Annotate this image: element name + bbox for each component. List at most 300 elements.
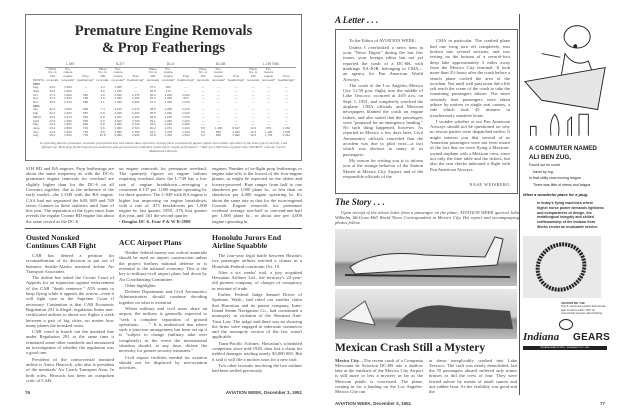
value-cell: 1,350 [164,133,172,138]
ad-caption [561,302,607,316]
value-cell: — [84,85,88,90]
value-cell: 32.1 [149,129,156,134]
value-cell: 4.9 [100,96,105,101]
month-cell: Oct [33,92,38,97]
value-cell: 1,520 [64,133,72,138]
value-cell: 2,720 [131,122,140,127]
magic-carpet-genie-icon [523,14,607,138]
month-cell: Dec [33,100,39,105]
letter-paragraph: Unless I overlooked a news item in your "News Digest" during the last few issues, your foreign editor has not yet reported the crash of a DC-6B, with markings XA-JOR, belonging to CMA—an agency for Pan American World Airways. [343,44,423,82]
value-cell: — [267,88,271,93]
acc-article [119,234,207,384]
column-header: Pre-mature engine removals* [161,66,175,82]
honolulu-paragraph: After a six weeks' trial, a jury acquitted Hawaiian Airlines Ltd., the territory's 22-year-old pioneer company, of charges of conspiracy in restraint of trade. [212,269,302,291]
value-cell: — [284,122,288,127]
value-cell: — [267,122,271,127]
column-header: Plane hrs. to 100 removals [46,66,59,82]
brand-indiana: Indiana [523,331,560,344]
value-cell: 1,070 [182,114,190,119]
month-cell: April [33,118,40,123]
dateline: Mexico City [335,357,360,363]
value-cell: — [251,118,255,123]
value-cell: — [134,85,138,90]
value-cell: 26.9 [149,88,156,93]
value-cell: 26.2 [49,133,56,138]
issue-line: AVIATION WEEK, December 3, 1951 [335,400,412,406]
value-cell: — [251,92,255,97]
value-cell: 14.3 [250,129,257,134]
ad-poem [523,162,605,188]
acc-paragraph: Civil airport facilities needed for aviation should not be displaced by non-aviation activities. [119,354,207,371]
group-header: B-377 [95,63,145,67]
month-cell: Nov [33,96,39,101]
article-col-3: engines: Number of in-flight prop featherings or engine take-offs is the lowest of the four-engine planes, as might be expected on the oldest and lowest-powered. Rate ranges from half to one shutdown per 1,000 plane hr., or less than on shutdown per 4,000 engine operating hr. It's about the same rate as that for the twin-engined Convair. Engine removals for premature overhaul average one-half to one-and-one-half per 1,000 plane hr., or about one per 4,000 engine operating hr. [212,165,302,224]
value-cell: 27.1 [149,85,156,90]
value-cell: 14.3 [250,125,257,130]
group-header: L-049 [45,63,95,67]
value-cell: — [284,88,288,93]
value-cell: — [216,111,220,116]
value-cell: 1,180 [164,114,172,119]
column-header: Prop Featherings* [277,74,295,82]
value-cell: 1,190 [264,129,273,134]
acc-paragraph: Neither federal money nor critical materials should be used on airport construction unless the project furthers national defense or is essential to the national economy. This is the key to military-civil airport plans laid down by Air Coordinating Committee. [119,250,207,282]
value-cell: — [234,85,238,90]
honolulu-paragraph: Trans-Pacific Airlines, Hawaiian's scheduled competitor since mid-1949, then lost a claim for trebled damages totaling nearly $3,000,000. But it said it will file a motion soon for a new trial. [212,340,302,362]
ad-headline-1: A COMMUTER NAMED [529,145,597,152]
clutch-gear-icon [523,236,601,298]
value-cell: — [84,88,88,93]
value-cell: 5.5 [200,125,206,130]
value-cell: — [234,118,238,123]
honolulu-paragraph: The four-year legal battle between Hawaii's two passenger airlines reached a climax in a Honolulu Federal courtroom Oct. 19. [212,252,302,269]
value-cell: 985 [83,100,89,105]
letter-paragraph: To the Editor of AVIATION WEEK: [349,38,416,44]
value-cell: — [267,92,271,97]
value-cell: — [216,92,220,97]
letter-heading: A Letter . . . [335,15,379,25]
value-cell: 1,090 [164,111,172,116]
value-cell: 23.0 [49,122,56,127]
value-cell: 3,380 [114,133,122,138]
column-header: Prop Featherings* [77,74,95,82]
column-header: Plane hrs. to 100 removals [196,66,210,82]
value-cell: — [267,107,271,112]
value-cell: 1,600 [64,107,72,112]
value-cell: 1,440 [182,125,190,130]
left-page [25,14,302,395]
letter-box [335,29,518,194]
month-cell: May [33,122,39,127]
honolulu-paragraph: Two other lawsuits involving the two airlines had been settled previously. [212,362,302,374]
letter-paragraph: My reason for writing you is to inform you of the strange behavior of the Station Master at Mexico City Airport, and of the responsible officials of the [343,157,423,179]
nonsked-article [26,234,114,384]
value-cell: — [251,96,255,101]
value-cell: 1,060 [164,118,172,123]
crash-photo-1 [335,229,517,286]
value-cell: 753 [83,133,89,138]
value-cell: 4.6 [200,129,206,134]
value-cell: 1,010 [182,100,190,105]
indiana-gears-ad [519,14,611,395]
value-cell: 3,390 [114,122,122,127]
value-cell: 24.0 [49,85,56,90]
value-cell: — [216,96,220,101]
honolulu-article [212,234,302,384]
letter-signature: NASE WEISBERG [469,182,510,188]
honolulu-body [212,253,302,374]
value-cell: — [267,114,271,119]
year-label: 1951 [33,103,40,108]
value-cell: 2,620 [114,92,122,97]
value-cell: 4.6 [100,92,105,97]
value-cell: 2,160 [131,96,140,101]
article-columns [26,166,302,224]
value-cell: 690 [83,107,89,112]
value-cell: 1,285 [114,85,122,90]
value-cell: — [216,88,220,93]
acc-body [119,250,207,371]
ad-headline-2: ALI BEN ZUG, [529,154,571,161]
value-cell: 1,070 [164,125,172,130]
value-cell: 2,400 [131,111,140,116]
poem-line: There was little of stress and fatigue [533,182,591,187]
value-cell: 1,920 [232,133,240,138]
value-cell: — [216,114,220,119]
value-cell: 26.0 [149,92,156,97]
value-cell: 1,020 [182,92,190,97]
column-header: Plane hrs. to 100 removals [146,66,159,82]
value-cell: 400 [165,85,171,90]
column-header: Prop Featherings* [227,74,245,82]
value-cell: 3,510 [114,118,122,123]
nonsked-paragraph: CAB voted to knock out the nonsked line under Regulation 291 at the same time it reinstated some other nonskeds and announced an investigation of whether the regulation was a good one. [26,329,114,356]
value-cell: 890 [215,129,221,134]
poem-line: Found out he could [529,163,560,167]
engine-removals-table-figure [25,14,302,161]
month-cell: Feb [33,111,39,116]
year-label: 1950 [33,81,40,86]
value-cell: 9.9 [100,125,105,130]
value-cell: — [234,100,238,105]
value-cell: 22.4 [49,114,56,119]
letter-paragraph: I wonder whether or not Pan American Airways should not be questioned on why no rescue parties were dispatched earlier. It might interest you that several of us American passengers were not even aware of the fact that we were flying a Mexican-owned airplane with a Mexican crew, since not only the time table and the tickets, but also the seat checks indicated a flight with Pan American Airways. [430,118,510,172]
value-cell: 22.4 [49,107,56,112]
value-cell: 790 [83,96,89,101]
value-cell: 1,160 [282,125,291,130]
value-cell: — [234,96,238,101]
title-line-1: Premature Engine Removals [74,23,253,39]
value-cell: 1,400 [64,85,72,90]
value-cell: 1,350 [64,96,72,101]
poem-line: In that utility slow moving league [529,176,581,180]
page-number: 76 [25,390,31,396]
value-cell: — [184,88,188,93]
nonsked-paragraph: The airline has asked the Circuit Court of Appeals for an injunction against enforcement of the CAB "death sentence." ATA wants to keep flying while it appeals the action—even it will fight case to the Supreme Court if necessary. Contention is that CAB Economic Regulation 291 is illegal, regulation limits non-certificated airlines to about two flights a week between a pair of big cities, no matter how many planes the nonsked owns. [26,275,114,328]
value-cell: — [251,107,255,112]
value-cell: 1,200 [164,92,172,97]
table-subheader-row [32,67,296,82]
month-header: MONTH [33,77,44,82]
value-cell: 2,730 [131,118,140,123]
nonsked-body [26,253,114,383]
value-cell: 16.3 [250,133,257,138]
value-cell: — [251,88,255,93]
value-cell: 4.1 [100,100,105,105]
value-cell: 890 [83,122,89,127]
value-cell: 32.8 [149,133,156,138]
acc-headline: ACC Airport Plans [119,238,182,248]
value-cell: 1,500 [64,88,72,93]
value-cell: 1,430 [182,129,190,134]
article-col-2-text: on engine removals for premature overhaul. The quarterly figures on engine failures requiring overhaul show the L-749 has a low rate of engine breakdown—averaging a consistent 0.137 per 1,000 engine operating hr. for three quarters. The L-049 with BA engine is higher but improving on engine breakdown, with a rate of .475 breakdowns per 1,000 engine hr. last quarter 1950, .376 first quarter this year, and .161 the second quarter. [119,165,207,219]
nonsked-paragraph: President of the controversial nonsked airline is Amos Heacock, who also is president of the nonskeds' Air Coach Transport Assn. In both roles, Heacock has been an outspoken critic of CAB. [26,356,114,383]
value-cell: — [234,92,238,97]
value-cell: 7.4 [100,107,105,112]
value-cell: 24.0 [49,129,56,134]
value-cell: 2,176 [131,92,140,97]
value-cell: — [201,122,205,127]
value-cell: — [267,118,271,123]
month-cell: Aug [33,85,39,90]
value-cell: 1,270 [182,107,190,112]
column-header: Plane hrs. to 100 removals [247,66,260,82]
issue-line: AVIATION WEEK, December 3, 1951 [225,390,302,396]
value-cell: 800 [83,118,89,123]
value-cell: 2,403 [131,114,140,119]
value-cell: 23.3 [49,88,56,93]
month-cell: March [33,114,42,119]
value-cell: 25.2 [149,96,156,101]
crash-columns [335,358,519,395]
value-cell: 4,120 [114,107,122,112]
value-cell: 22.4 [49,111,56,116]
section-divider [25,228,302,229]
indiana-gears-logo [523,319,611,353]
value-cell: — [267,100,271,105]
value-cell: — [216,122,220,127]
acc-paragraph: Where military and civil users share an airport, the military is generally expected to "seek a complete separation of ground operations. . . ." It is understood that where such a joint-use arrangement has been set up it is "subject to change (military take over completely) in the event the international situation should, at any time, dictate the necessity for greater security measures." [119,305,207,354]
value-cell: 1,752 [264,133,273,138]
value-cell: 1,180 [164,122,172,127]
column-header: Prop Featherings* [177,74,195,82]
title-line-2: & Prop Featherings [102,40,225,56]
value-cell: 1,310 [64,100,72,105]
value-cell: 29.5 [149,122,156,127]
column-header: Plane hrs. to 100 removals [96,66,109,82]
value-cell: 710 [83,129,89,134]
value-cell: 2,580 [131,100,140,105]
value-cell: — [216,118,220,123]
value-cell: — [234,122,238,127]
value-cell: — [267,96,271,101]
removals-table [32,63,296,138]
story-intro: Upon receipt of the above letter from a passenger on the plane, AVIATION WEEK queried John Wilhelm, McGraw-Hill World News Correspondent in Mexico City. His report and accompanying photos follow. [335,209,519,226]
value-cell: — [284,111,288,116]
article-col-2: on engine removals for premature overhaul. The quarterly figures on engine failures requiring overhaul show the L-749 has a low rate of engine breakdown—averaging a consistent 0.137 per 1,000 engine operating hr. for three quarters. The L-049 with BA engine is higher but improving on engine breakdown, with a rate of .475 breakdowns per 1,000 engine hr. last quarter 1950, .376 first quarter this year, and .161 the second quarter. • Douglas DC-6. Four P & W R-2800 [119,165,207,224]
value-cell: — [201,114,205,119]
value-cell: — [134,88,138,93]
value-cell: — [284,96,288,101]
airplane-wreck-image [335,229,517,286]
value-cell: — [201,92,205,97]
article-col-1: S1H BD and BA engines. Prop featherings are about the same frequency as with the DC-6; premature engine removals for overhaul are slightly higher than for the DC-6 on all Convairs together, due to the influence of the early model—the L-049 with the BA engine. CAA had not separated the 649, 689 and 749 series Connies in these statistics until June of this year. The separation of the types since June reveals the regular Connie BD engine has about the same record as the DC-6 [26,165,114,224]
value-cell: 880 [215,133,221,138]
month-cell: Sept [33,88,40,93]
value-cell: — [284,107,288,112]
value-cell: 870 [183,96,189,101]
news-columns [26,234,302,384]
value-cell: 1,460 [114,100,122,105]
wreckage-image [335,289,517,339]
value-cell: — [234,107,238,112]
story-heading: The Story . . . [335,197,385,208]
right-page-columns [335,14,611,395]
value-cell: — [251,111,255,116]
crash-photo-2 [335,289,517,339]
value-cell: — [251,122,255,127]
value-cell: 4.2 [100,88,105,93]
honolulu-paragraph: Earlier, Federal Judge Samuel Driver of Spokane, Wash., had ruled out another claim that Hawaiian and its parent company, Inter-Island Steam Navigation Co., had constituted a monopoly in violation of the Sherman Anti-Trust Law. The judge said there was no showing the firms were engaged in interstate commerce and the monopoly section of the law wasn't applicable. [212,292,302,340]
value-cell: 6.8 [100,122,105,127]
footer-left [25,390,302,395]
value-cell: 6.8 [100,114,105,119]
value-cell: 8,107 [232,125,240,130]
value-cell: 9.8 [100,129,105,134]
letter-col-2 [430,38,510,180]
value-cell: 2,760 [131,129,140,134]
ad-caption-title: AVIATION MR. TUB: [561,301,586,305]
value-cell: 22.6 [49,118,56,123]
letter-paragraph: CMA in particular. The crashed plane had one wing torn off completely, was broken into several sections, and was resting on the bottom of a several-foot deep lake approximately 3 miles away from the Mexico City terminal. It took more than 3½ hours after the crash before a search plane circled the area of the accident. Not until well past noon did a life raft reach the scene of the crash to take the remaining passengers ashore. The more seriously hurt passengers were taken ashore by natives in single seat canoes, a ride which took 45 minutes in treacherously sensitive boats. [430,38,510,118]
value-cell: — [201,100,205,105]
crash-col-1-text: —The recent crash of a Compania Mexicana de Aviacion DC-6B into a shallow lake at the outskirts of the Mexico City Airport is still more or less a mystery as far as the Mexican public is concerned. The plane, coming in for a landing on the Los Angeles-Mexico City run [335,357,424,395]
value-cell: 4.3 [100,85,105,90]
value-cell: — [284,100,288,105]
value-cell: 4,406 [114,111,122,116]
column-header: Pre-mature engine removals* [211,66,226,82]
right-main-column [335,14,519,395]
brand-strip: INDIANA GEAR WORKS • INDIANAPOLIS 7, IND. [523,346,607,350]
value-cell: 1,020 [182,118,190,123]
brand-gears: GEARS [573,332,611,344]
value-cell: 2,344 [282,133,291,138]
value-cell: — [201,118,205,123]
ad-caption-text: This 9" overrunning clutch and internal gear is held to within .003" for concentricity and size after finishing. [561,305,606,315]
value-cell: 1,080 [182,122,190,127]
column-header: Pre-mature engine removals* [111,66,125,82]
value-cell: — [216,100,220,105]
value-cell: — [251,114,255,119]
value-cell: 710 [83,125,89,130]
crash-col-2: at dawn inexplicably crashed into Lake Texcoco. The craft was nearly demolished, but the 59 passengers aboard suffered only minor bruises as did the crew of four. They were ferried ashore by means of small canoes and one rubber boat. As the visibility was good and the [429,357,517,395]
acc-paragraph: Defense Department and Civil Aeronautics Administration should continue deciding together on what is essential. [119,289,207,305]
value-cell: 1,500 [64,125,72,130]
value-cell: 17.5 [49,96,56,101]
month-cell: Aug [33,133,39,138]
letter-columns [343,38,510,180]
value-cell: 29.1 [149,118,156,123]
value-cell: 1,400 [214,125,223,130]
value-cell: — [184,85,188,90]
crash-headline: Mexican Crash Still a Mystery [335,342,486,355]
ad-tagline: What a wonderful place for a plug. [523,192,589,197]
value-cell: 1,750 [114,88,122,93]
column-header: Pre-mature engine removals* [261,66,276,82]
value-cell: — [216,85,220,90]
value-cell: 25.5 [149,111,156,116]
poem-line: travel by rug. [533,169,554,174]
value-cell: 4,404 [114,114,122,119]
value-cell: — [284,118,288,123]
value-cell: 5.2 [200,133,206,138]
value-cell: — [267,85,271,90]
value-cell: 3,390 [114,129,122,134]
nonsked-paragraph: CAB has denied a petition for reconsideration of its decision to put out of business Seattle-Alaska nonsked airline Air Transport Associates. [26,252,114,274]
value-cell: 1,360 [164,100,172,105]
acc-paragraph: Other highlights: [125,282,157,288]
value-cell: — [267,111,271,116]
month-cell: Jan [33,107,38,112]
value-cell: 1,010 [182,111,190,116]
value-cell: — [234,88,238,93]
value-cell: — [251,85,255,90]
value-cell: 17.2 [49,92,56,97]
value-cell: 16.0 [49,100,56,105]
table-title [32,23,295,57]
footer-right [335,401,605,406]
value-cell: — [201,96,205,101]
value-cell: 770 [165,88,171,93]
value-cell: 1,450 [64,118,72,123]
letter-paragraph: The crash of the Los Angeles–Mexico City 11:50 p.m. flight, into the middle of Lake Texcoco, occurred at 4:05 a.m. on Sept. 1, 1951, and completely wrecked the airplane. CMA officials and Mexican newspapers blamed the crash on engine failure, and also stated that the passengers were "prepared for an emergency landing." No such thing happened, however. As reported in Mexico a few days later, Civil Aeronautics officials conceded that the accident was due to pilot error—a fact which was obvious to many of us passengers. [343,82,423,157]
value-cell: 10.8 [99,133,106,138]
value-cell: 660 [83,114,89,119]
group-header: L-749 TWA [246,63,296,67]
value-cell: 6.8 [100,111,105,116]
value-cell: 1,310 [164,129,172,134]
value-cell: 1,600 [64,92,72,97]
value-cell: — [284,92,288,97]
genie-illustration [523,14,607,138]
value-cell: 27.6 [149,100,156,105]
value-cell: 1,500 [182,133,190,138]
value-cell: 1,500 [282,129,291,134]
ad-body: In today's flying machines where higher horse power demands lightness and compactness of design, the metallurgical integrity and skilled craftsmanship of the Indiana Gear Works render an invaluable service. [537,201,604,229]
table-footnote: In reporting failures, premature removals, prop featherings and similar data, operators of large fleets consequently appear higher than smaller operators of the same type of aircraft. CAA officials say. Most prop featherings are precautionary and not necessarily indicative of aircraft or engine performance. * Rate per 1,000 hours of plane time. SOURCE: CAA Air Carrier Maintenance Branch. [40,141,287,153]
article-col-2-subhead: Douglas DC-6. Four P & W R-2800 [121,218,191,224]
value-cell: 2,930 [131,133,140,138]
group-header: DC-6B [196,63,246,67]
value-cell: 670 [266,125,272,130]
column-header: Prop Featherings* [127,74,145,82]
nonsked-headline: Ousted Nonsked Continues CAB Fight [26,233,97,251]
value-cell: — [234,111,238,116]
value-cell: 6.9 [100,118,105,123]
crash-col-1 [335,358,423,395]
page-number: 77 [599,400,605,406]
column-header: Pre-mature engine removals* [61,66,75,82]
value-cell: 23.2 [49,125,56,130]
month-cell: July [33,129,39,134]
value-cell: 28.5 [149,107,156,112]
month-cell: June [33,125,40,130]
value-cell: — [284,114,288,119]
value-cell: 30.2 [149,125,156,130]
honolulu-headline: Honolulu Jurors End Airline Squabble [212,233,282,251]
value-cell: 2,720 [131,125,140,130]
value-cell: 2,472 [131,107,140,112]
